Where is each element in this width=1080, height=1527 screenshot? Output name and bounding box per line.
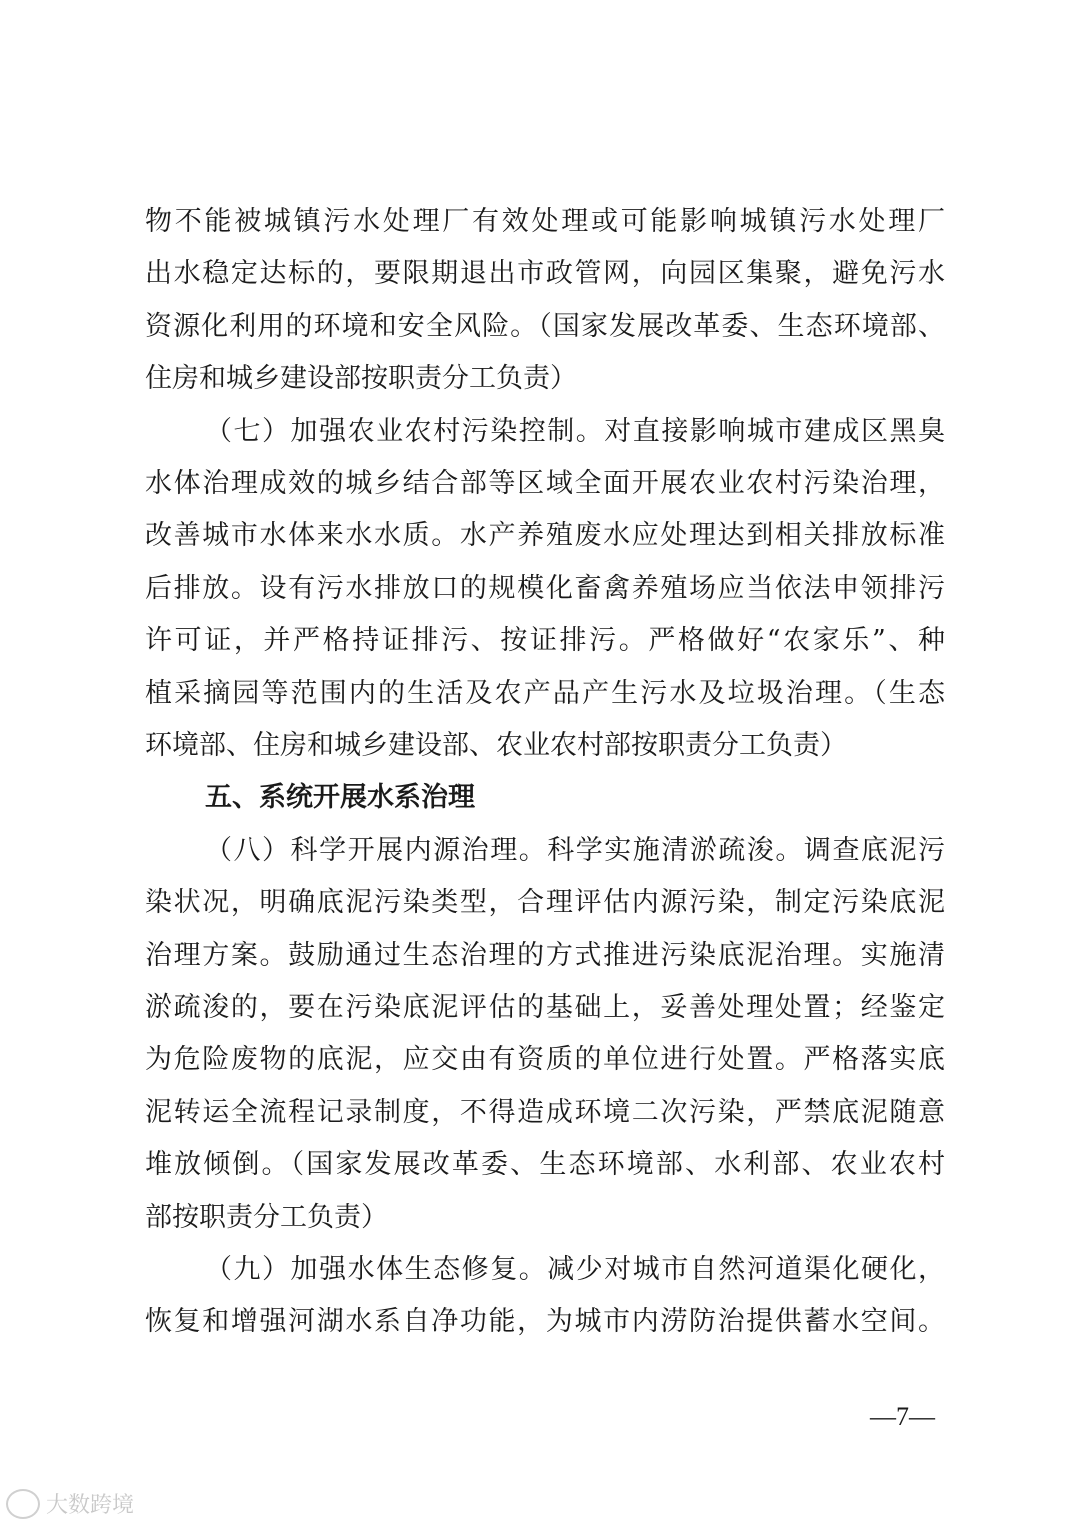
text-line: 许可证，并严格持证排污、按证排污。严格做好“农家乐”、种 <box>145 625 945 657</box>
text-line: 染状况，明确底泥污染类型，合理评估内源污染，制定污染底泥 <box>145 887 945 919</box>
text-line: 泥转运全流程记录制度，不得造成环境二次污染，严禁底泥随意 <box>145 1096 945 1128</box>
text-line: （八）科学开展内源治理。科学实施清淤疏浚。调查底泥污 <box>205 834 945 866</box>
page-number: —7— <box>870 1402 935 1431</box>
text-line: 环境部、住房和城乡建设部、农业农村部按职责分工负责） <box>145 730 847 761</box>
text-line: 植采摘园等范围内的生活及农产品产生污水及垃圾治理。（生态 <box>145 677 945 709</box>
watermark <box>6 1488 134 1519</box>
text-line: 堆放倾倒。（国家发展改革委、生态环境部、水利部、农业农村 <box>145 1149 945 1181</box>
text-line: （九）加强水体生态修复。减少对城市自然河道渠化硬化， <box>205 1254 945 1285</box>
text-line: 改善城市水体来水水质。水产养殖废水应处理达到相关排放标准 <box>145 520 945 552</box>
text-line: 淤疏浚的，要在污染底泥评估的基础上，妥善处理处置；经鉴定 <box>145 992 945 1023</box>
watermark-text: 大数跨境 <box>46 1493 135 1518</box>
text-line: 恢复和增强河湖水系自净功能，为城市内涝防治提供蓄水空间。 <box>145 1306 945 1338</box>
section-heading: 五、系统开展水系治理 <box>205 782 475 814</box>
text-line: 物不能被城镇污水处理厂有效处理或可能影响城镇污水处理厂 <box>145 206 945 237</box>
text-line: 住房和城乡建设部按职责分工负责） <box>145 363 577 395</box>
text-line: 为危险废物的底泥，应交由有资质的单位进行处置。严格落实底 <box>145 1044 945 1076</box>
text-line: 出水稳定达标的，要限期退出市政管网，向园区集聚，避免污水 <box>145 258 945 290</box>
text-line: 资源化利用的环境和安全风险。（国家发展改革委、生态环境部、 <box>145 310 945 342</box>
text-line: 治理方案。鼓励通过生态治理的方式推进污染底泥治理。实施清 <box>145 939 945 971</box>
text-line: 部按职责分工负责） <box>145 1201 388 1233</box>
text-line: （七）加强农业农村污染控制。对直接影响城市建成区黑臭 <box>205 415 945 447</box>
text-line: 水体治理成效的城乡结合部等区域全面开展农业农村污染治理， <box>145 468 945 499</box>
watermark-logo-icon <box>6 1489 40 1519</box>
text-line: 后排放。设有污水排放口的规模化畜禽养殖场应当依法申领排污 <box>145 572 945 604</box>
